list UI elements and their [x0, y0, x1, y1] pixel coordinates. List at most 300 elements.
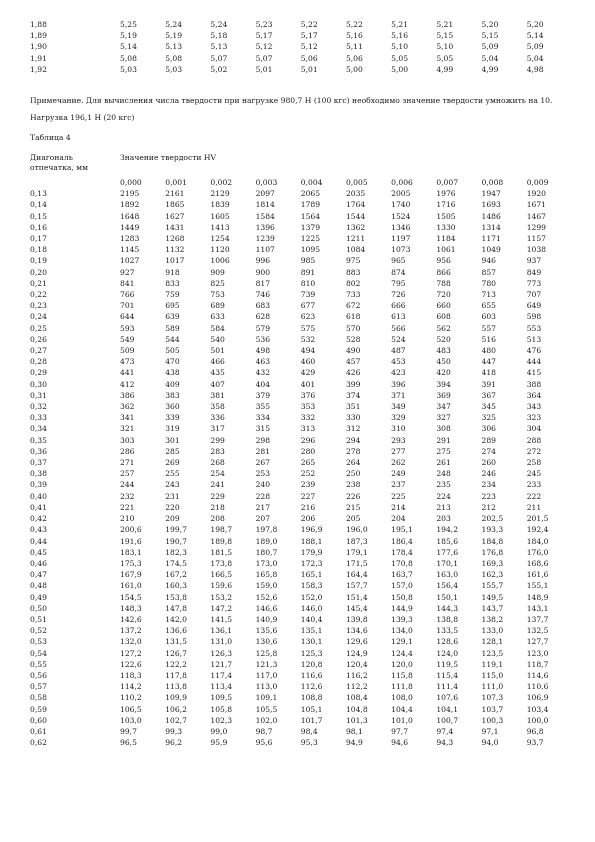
diagonal-cell: 0,49 [30, 592, 47, 602]
hardness-value-cell: 241 [210, 480, 225, 490]
table-row [30, 199, 572, 210]
hardness-value-cell: 420 [436, 368, 451, 378]
hardness-value-cell: 127,7 [526, 637, 549, 647]
hardness-value-cell: 753 [210, 290, 225, 300]
hardness-value-cell: 589 [165, 323, 180, 333]
hardness-value-cell: 115,4 [436, 670, 459, 680]
hardness-value-cell: 367 [481, 390, 496, 400]
diagonal-cell: 0,24 [30, 312, 47, 322]
hardness-value-cell: 126,7 [165, 648, 187, 658]
hardness-value-cell: 438 [165, 368, 180, 378]
hardness-value-cell: 226 [345, 491, 361, 501]
hardness-value-cell: 466 [210, 357, 225, 367]
diagonal-cell: 0,42 [30, 514, 47, 524]
hardness-value-cell: 147,2 [210, 603, 233, 613]
hardness-value-cell: 5,00 [345, 64, 363, 74]
hardness-value-cell: 5,10 [436, 42, 454, 52]
hardness-value-cell: 105,5 [255, 704, 278, 714]
table-row [30, 412, 572, 423]
hardness-value-cell: 381 [210, 390, 225, 400]
hardness-value-cell: 1107 [255, 245, 275, 255]
hardness-value-cell: 5,05 [436, 53, 454, 63]
hardness-value-cell: 246 [481, 469, 496, 479]
table-row [30, 670, 572, 681]
hardness-value-cell: 660 [436, 301, 451, 311]
hardness-value-cell: 306 [481, 424, 496, 434]
table-row [30, 513, 572, 524]
hardness-value-cell: 1584 [255, 211, 275, 221]
hardness-value-cell: 325 [481, 413, 496, 423]
hardness-value-cell: 138,8 [436, 614, 459, 624]
hardness-value-cell: 5,22 [345, 20, 363, 29]
hardness-value-cell: 289 [481, 435, 496, 445]
hardness-value-cell: 883 [345, 267, 361, 277]
hardness-value-cell: 113,8 [165, 682, 187, 692]
hardness-value-cell: 294 [345, 435, 361, 445]
hardness-value-cell: 946 [481, 256, 496, 266]
hardness-value-cell: 996 [255, 256, 271, 266]
hardness-value-cell: 1049 [481, 245, 501, 255]
table-row [30, 648, 572, 659]
diagonal-cell: 0,45 [30, 547, 47, 557]
hardness-value-cell: 5,05 [391, 53, 409, 63]
hardness-value-cell: 1038 [526, 245, 547, 255]
hardness-value-cell: 487 [391, 346, 406, 356]
hardness-value-cell: 262 [391, 458, 406, 468]
hardness-value-cell: 520 [436, 334, 451, 344]
hardness-value-cell: 140,4 [300, 614, 323, 624]
hardness-value-cell: 5,03 [120, 64, 137, 74]
hardness-value-cell: 575 [300, 323, 316, 333]
hardness-value-cell: 229 [210, 491, 225, 501]
diagonal-cell: 0,21 [30, 278, 47, 288]
table-row [30, 53, 572, 64]
hardness-value-cell: 1839 [210, 200, 230, 210]
hardness-value-cell: 321 [120, 424, 135, 434]
hardness-value-cell: 128,1 [481, 637, 504, 647]
hardness-value-cell: 235 [436, 480, 451, 490]
hardness-value-cell: 1095 [300, 245, 321, 255]
hardness-value-cell: 152,6 [255, 592, 278, 602]
hardness-value-cell: 415 [526, 368, 542, 378]
hardness-value-cell: 695 [165, 301, 180, 311]
hardness-value-cell: 450 [436, 357, 451, 367]
hardness-value-cell: 374 [345, 390, 361, 400]
hardness-value-cell: 312 [345, 424, 361, 434]
hardness-value-cell: 111,8 [391, 682, 413, 692]
hardness-value-cell: 303 [120, 435, 135, 445]
hardness-value-cell: 447 [481, 357, 496, 367]
hardness-value-cell: 1449 [120, 222, 140, 232]
hardness-value-cell: 138,2 [481, 614, 504, 624]
hardness-value-cell: 353 [300, 402, 316, 412]
diagonal-cell: 1,88 [30, 20, 47, 29]
table-row [30, 356, 572, 367]
hardness-value-cell: 1524 [391, 211, 411, 221]
hardness-value-cell: 271 [120, 458, 135, 468]
hardness-value-cell: 299 [210, 435, 225, 445]
hardness-value-cell: 115,8 [391, 670, 413, 680]
hardness-value-cell: 1671 [526, 200, 547, 210]
hardness-value-cell: 139,8 [345, 614, 368, 624]
column-header: 0,007 [436, 178, 459, 187]
hardness-value-cell: 355 [255, 402, 271, 412]
hardness-value-cell: 102,0 [255, 715, 278, 725]
hardness-value-cell: 549 [120, 334, 135, 344]
hardness-value-cell: 379 [255, 390, 271, 400]
hardness-value-cell: 429 [300, 368, 316, 378]
hardness-value-cell: 101,0 [391, 715, 413, 725]
hardness-value-cell: 99,3 [165, 726, 183, 736]
column-header: 0,004 [300, 178, 323, 187]
hardness-value-cell: 187,3 [345, 536, 368, 546]
hardness-value-cell: 139,3 [391, 614, 413, 624]
diagonal-cell: 0,14 [30, 200, 47, 210]
hardness-value-cell: 123,5 [481, 648, 504, 658]
hardness-value-cell: 347 [436, 402, 451, 412]
hardness-value-cell: 927 [120, 267, 135, 277]
hardness-value-cell: 341 [120, 413, 135, 423]
table-row [30, 659, 572, 670]
hardness-value-cell: 351 [345, 402, 361, 412]
hardness-value-cell: 409 [165, 379, 180, 389]
table-row [30, 188, 572, 199]
hardness-value-cell: 1976 [436, 189, 456, 199]
table-row [30, 715, 572, 726]
hardness-value-cell: 5,19 [165, 31, 183, 41]
hardness-value-cell: 205 [345, 514, 361, 524]
hardness-value-cell: 396 [391, 379, 406, 389]
hardness-value-cell: 154,5 [120, 592, 142, 602]
hardness-value-cell: 795 [391, 278, 406, 288]
hardness-value-cell: 2195 [120, 189, 140, 199]
hardness-value-cell: 505 [165, 346, 180, 356]
hardness-value-cell: 5,16 [345, 31, 363, 41]
column-header: 0,002 [210, 178, 233, 187]
diagonal-cell: 1,91 [30, 53, 47, 63]
hardness-value-cell: 132,0 [120, 637, 142, 647]
hardness-value-cell: 332 [300, 413, 316, 423]
hardness-value-cell: 494 [300, 346, 316, 356]
hardness-value-cell: 94,0 [481, 738, 499, 748]
hardness-value-cell: 126,3 [210, 648, 233, 658]
hardness-value-cell: 119,5 [436, 659, 459, 669]
diagonal-cell: 0,37 [30, 458, 47, 468]
hardness-value-cell: 96,2 [165, 738, 183, 748]
hardness-value-cell: 116,6 [300, 670, 323, 680]
hardness-value-cell: 5,07 [210, 53, 228, 63]
hardness-value-cell: 94,9 [345, 738, 363, 748]
hardness-value-cell: 1892 [120, 200, 140, 210]
table-note: Примечание. Для вычисления числа твердости при нагрузке 980,7 Н (100 кгс) необходимо значение твердости умножить на 10. [30, 96, 553, 105]
hardness-value-cell: 145,4 [345, 603, 368, 613]
hardness-value-cell: 1120 [210, 245, 230, 255]
hardness-value-cell: 1693 [481, 200, 501, 210]
hardness-value-cell: 240 [255, 480, 271, 490]
hardness-value-cell: 1268 [165, 234, 185, 244]
hardness-value-cell: 133,5 [436, 626, 459, 636]
hardness-value-cell: 655 [481, 301, 496, 311]
table-row [30, 614, 572, 625]
hardness-value-cell: 181,5 [210, 547, 233, 557]
hardness-value-cell: 841 [120, 278, 135, 288]
hardness-value-cell: 394 [436, 379, 451, 389]
hardness-value-cell: 329 [391, 413, 406, 423]
hardness-value-cell: 2097 [255, 189, 275, 199]
hardness-value-cell: 144,3 [436, 603, 459, 613]
table-row [30, 401, 572, 412]
hardness-value-cell: 155,7 [481, 581, 504, 591]
diagonal-cell: 0,30 [30, 379, 47, 389]
hardness-value-cell: 190,7 [165, 536, 187, 546]
hardness-value-cell: 426 [345, 368, 361, 378]
table-row [30, 233, 572, 244]
hardness-value-cell: 412 [120, 379, 135, 389]
table-row [30, 479, 572, 490]
hardness-value-cell: 5,04 [526, 53, 544, 63]
table-caption: Таблица 4 [30, 133, 71, 142]
hardness-value-cell: 103,7 [481, 704, 504, 714]
hardness-value-cell: 124,0 [436, 648, 459, 658]
hardness-value-cell: 217 [255, 502, 271, 512]
hardness-value-cell: 5,09 [481, 42, 499, 52]
hardness-value-cell: 102,7 [165, 715, 187, 725]
hardness-value-cell: 358 [210, 402, 225, 412]
hardness-value-cell: 286 [120, 446, 135, 456]
hardness-value-cell: 1605 [210, 211, 230, 221]
hardness-value-cell: 152,0 [300, 592, 323, 602]
hardness-value-cell: 584 [210, 323, 225, 333]
diagonal-cell: 0,41 [30, 502, 47, 512]
hardness-value-cell: 104,4 [391, 704, 413, 714]
hardness-value-cell: 623 [300, 312, 316, 322]
hardness-value-cell: 147,8 [165, 603, 187, 613]
hardness-value-cell: 105,8 [210, 704, 233, 714]
hardness-value-cell: 175,3 [120, 558, 142, 568]
hardness-value-cell: 238 [345, 480, 361, 490]
hardness-value-cell: 177,6 [436, 547, 459, 557]
hardness-value-cell: 164,4 [345, 570, 368, 580]
hardness-value-cell: 524 [391, 334, 406, 344]
hardness-value-cell: 105,1 [300, 704, 323, 714]
hardness-value-cell: 183,1 [120, 547, 142, 557]
hardness-value-cell: 825 [210, 278, 225, 288]
header-spacer [30, 177, 120, 188]
diagonal-cell: 0,25 [30, 323, 47, 333]
hardness-value-cell: 96,5 [120, 738, 137, 748]
hardness-value-cell: 137,2 [120, 626, 142, 636]
hardness-value-cell: 407 [210, 379, 225, 389]
diagonal-cell: 0,16 [30, 222, 47, 232]
hardness-value-cell: 334 [255, 413, 271, 423]
hardness-value-cell: 1789 [300, 200, 321, 210]
hardness-value-cell: 5,17 [255, 31, 273, 41]
table-row [30, 457, 572, 468]
hardness-value-cell: 265 [300, 458, 316, 468]
hardness-value-cell: 1486 [481, 211, 501, 221]
diagonal-cell: 0,17 [30, 234, 47, 244]
hardness-value-cell: 148,3 [120, 603, 142, 613]
hardness-value-cell: 345 [481, 402, 496, 412]
hardness-value-cell: 170,8 [391, 558, 413, 568]
hardness-value-cell: 304 [526, 424, 542, 434]
hardness-value-cell: 137,7 [526, 614, 549, 624]
hardness-value-cell: 212 [481, 502, 496, 512]
hardness-value-cell: 116,2 [345, 670, 368, 680]
hardness-value-cell: 233 [526, 480, 542, 490]
hardness-value-cell: 5,16 [391, 31, 409, 41]
hardness-value-cell: 149,5 [481, 592, 504, 602]
hardness-value-cell: 707 [526, 290, 542, 300]
table-row [30, 278, 572, 289]
diagonal-cell: 0,35 [30, 435, 47, 445]
hardness-value-cell: 131,5 [165, 637, 187, 647]
hardness-value-cell: 1865 [165, 200, 185, 210]
hardness-value-cell: 293 [391, 435, 406, 445]
hardness-value-cell: 127,2 [120, 648, 142, 658]
hardness-value-cell: 720 [436, 290, 451, 300]
hardness-value-cell: 1314 [481, 222, 501, 232]
hardness-value-cell: 260 [481, 458, 496, 468]
hardness-value-cell: 115,0 [481, 670, 504, 680]
hardness-value-cell: 228 [255, 491, 271, 501]
hardness-value-cell: 130,1 [300, 637, 323, 647]
hardness-value-cell: 817 [255, 278, 271, 288]
hardness-value-cell: 179,1 [345, 547, 368, 557]
hardness-value-cell: 909 [210, 267, 225, 277]
hardness-value-cell: 5,00 [391, 64, 409, 74]
hardness-value-cell: 99,0 [210, 726, 228, 736]
hardness-value-cell: 130,6 [255, 637, 278, 647]
hardness-value-cell: 566 [391, 323, 406, 333]
hardness-value-cell: 5,10 [391, 42, 409, 52]
hardness-value-cell: 121,3 [255, 659, 278, 669]
hardness-value-cell: 231 [165, 491, 180, 501]
hardness-value-cell: 5,21 [391, 20, 409, 29]
hardness-value-cell: 245 [526, 469, 542, 479]
hardness-value-cell: 220 [165, 502, 180, 512]
hardness-value-cell: 1239 [255, 234, 275, 244]
hardness-value-cell: 94,6 [391, 738, 409, 748]
hardness-value-cell: 142,0 [165, 614, 187, 624]
diagonal-cell: 0,52 [30, 626, 47, 636]
hardness-value-cell: 180,7 [255, 547, 278, 557]
hardness-value-cell: 613 [391, 312, 406, 322]
hardness-value-cell: 283 [210, 446, 225, 456]
hardness-value-cell: 192,4 [526, 525, 549, 535]
hardness-value-cell: 1544 [345, 211, 366, 221]
hardness-value-cell: 460 [300, 357, 316, 367]
table-row [30, 636, 572, 647]
hardness-value-cell: 210 [120, 514, 135, 524]
hardness-value-cell: 435 [210, 368, 225, 378]
hardness-value-cell: 1505 [436, 211, 456, 221]
hardness-value-cell: 579 [255, 323, 271, 333]
hardness-value-cell: 532 [300, 334, 316, 344]
table-row [30, 423, 572, 434]
hardness-value-cell: 1764 [345, 200, 366, 210]
hardness-value-cell: 802 [345, 278, 361, 288]
hardness-value-cell: 136,1 [210, 626, 233, 636]
hardness-value-cell: 261 [436, 458, 451, 468]
hardness-value-cell: 513 [526, 334, 542, 344]
hardness-value-cell: 1330 [436, 222, 456, 232]
hardness-value-cell: 553 [526, 323, 542, 333]
hardness-value-cell: 120,8 [300, 659, 323, 669]
hardness-value-cell: 167,9 [120, 570, 142, 580]
hardness-value-cell: 371 [391, 390, 406, 400]
table-row [30, 211, 572, 222]
hardness-value-cell: 101,3 [345, 715, 368, 725]
hardness-value-cell: 2161 [165, 189, 185, 199]
hardness-value-cell: 480 [481, 346, 496, 356]
hardness-value-cell: 253 [255, 469, 271, 479]
hardness-value-cell: 2005 [391, 189, 411, 199]
diagonal-cell: 0,61 [30, 726, 47, 736]
hardness-value-cell: 5,21 [436, 20, 454, 29]
hardness-value-cell: 97,4 [436, 726, 454, 736]
hardness-value-cell: 141,5 [210, 614, 233, 624]
table-row [30, 603, 572, 614]
hardness-value-cell: 649 [526, 301, 542, 311]
hardness-value-cell: 5,09 [526, 42, 544, 52]
hardness-value-cell: 1716 [436, 200, 456, 210]
hardness-value-cell: 112,6 [300, 682, 323, 692]
table-row [30, 502, 572, 513]
hardness-value-cell: 269 [165, 458, 180, 468]
hardness-value-cell: 117,0 [255, 670, 278, 680]
hardness-value-cell: 184,0 [526, 536, 549, 546]
table-row [30, 726, 572, 737]
hardness-value-cell: 173,8 [210, 558, 233, 568]
hardness-value-cell: 188,1 [300, 536, 323, 546]
hardness-value-cell: 125,3 [300, 648, 323, 658]
table-row [30, 592, 572, 603]
hardness-value-cell: 252 [300, 469, 316, 479]
hardness-value-cell: 628 [255, 312, 271, 322]
hardness-value-cell: 4,99 [436, 64, 454, 74]
hardness-value-cell: 155,1 [526, 581, 549, 591]
hardness-value-cell: 1073 [391, 245, 411, 255]
hardness-value-cell: 319 [165, 424, 180, 434]
hardness-value-cell: 185,6 [436, 536, 459, 546]
hardness-value-cell: 224 [436, 491, 451, 501]
hardness-value-cell: 618 [345, 312, 361, 322]
hardness-value-cell: 176,0 [526, 547, 549, 557]
hardness-value-cell: 490 [345, 346, 361, 356]
hardness-value-cell: 121,7 [210, 659, 233, 669]
hardness-value-cell: 570 [345, 323, 361, 333]
hardness-value-cell: 129,1 [391, 637, 413, 647]
hardness-value-cell: 1017 [165, 256, 185, 266]
hardness-value-cell: 161,0 [120, 581, 142, 591]
hardness-value-cell: 1084 [345, 245, 366, 255]
hardness-value-cell: 677 [300, 301, 316, 311]
hardness-value-cell: 900 [255, 267, 271, 277]
hardness-value-cell: 206 [300, 514, 316, 524]
diagonal-cell: 0,27 [30, 346, 47, 356]
hardness-value-cell: 222 [526, 491, 542, 501]
diagonal-cell: 0,36 [30, 446, 47, 456]
hardness-value-cell: 1145 [120, 245, 140, 255]
hardness-value-cell: 225 [391, 491, 406, 501]
hardness-value-cell: 1431 [165, 222, 185, 232]
diagonal-cell: 0,40 [30, 491, 47, 501]
hardness-value-cell: 5,06 [300, 53, 318, 63]
hardness-value-cell: 975 [345, 256, 361, 266]
hardness-value-cell: 125,8 [255, 648, 278, 658]
hardness-value-cell: 146,0 [300, 603, 323, 613]
